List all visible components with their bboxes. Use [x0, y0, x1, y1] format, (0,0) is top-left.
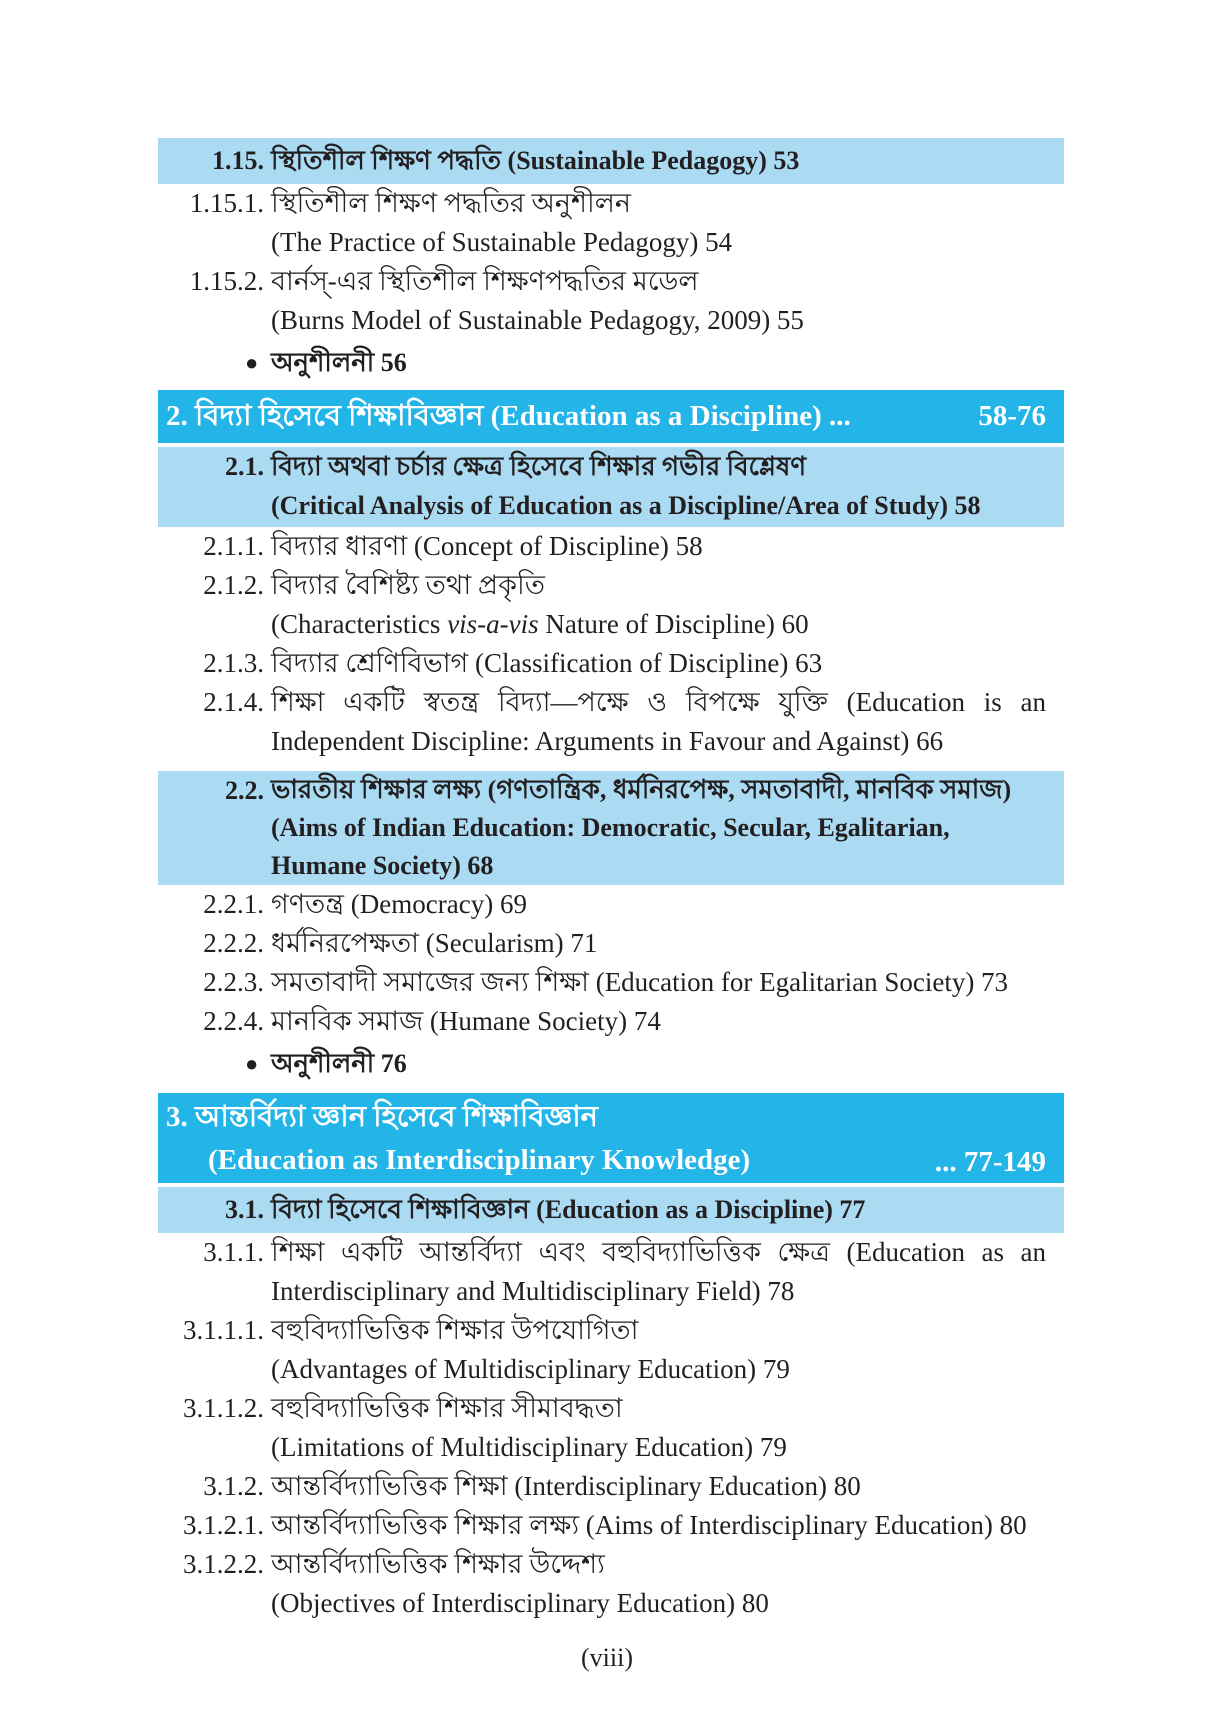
entry-title-bengali: বার্নস্-এর স্থিতিশীল শিক্ষণপদ্ধতির মডেল — [271, 266, 699, 296]
chapter-page-range: ... 77-149 — [934, 1146, 1046, 1178]
toc-entry-2-2-1[interactable] — [158, 885, 1064, 924]
section-number: 3.1. — [225, 1195, 264, 1224]
entry-title-bengali: স্থিতিশীল শিক্ষণ পদ্ধতির অনুশীলন — [271, 188, 631, 218]
entry-number: 2.2.4. — [203, 1006, 264, 1036]
section-title-english-cont: Humane Society) 68 — [271, 851, 494, 880]
section-title-bengali: ভারতীয় শিক্ষার লক্ষ্য (গণতান্ত্রিক, ধর্মনিরপেক্ষ, সমতাবাদী, মানবিক সমাজ) — [271, 775, 1012, 804]
entry-number: 2.1.1. — [203, 531, 264, 561]
toc-entry-1-15-1[interactable] — [158, 184, 1064, 262]
section-title-english: (Critical Analysis of Education as a Discipline/Area of Study) 58 — [271, 491, 981, 520]
chapter-2-heading[interactable] — [158, 390, 1064, 443]
exercise-entry-2[interactable] — [158, 1041, 1064, 1087]
entry-title: ধর্মনিরপেক্ষতা (Secularism) 71 — [271, 928, 598, 958]
entry-number: 3.1.1.2. — [183, 1393, 264, 1423]
section-2-1[interactable] — [158, 447, 1064, 527]
exercise-title: অনুশীলনী 56 — [271, 348, 407, 377]
page-number: (viii) — [581, 1643, 633, 1672]
toc-entry-1-15-2[interactable] — [158, 262, 1064, 340]
section-number: 2.2. — [225, 776, 264, 805]
entry-title-english — [271, 605, 1046, 644]
entry-number: 2.1.2. — [203, 570, 264, 600]
entry-number: 2.2.1. — [203, 889, 264, 919]
section-3-1[interactable] — [158, 1187, 1064, 1233]
exercise-entry-1[interactable] — [158, 340, 1064, 386]
entry-title: মানবিক সমাজ (Humane Society) 74 — [271, 1006, 661, 1036]
entry-number: 3.1.2.1. — [183, 1510, 264, 1540]
chapter-title-english: (Education as Interdisciplinary Knowledge) — [208, 1144, 751, 1176]
title-part: (Characteristics — [271, 609, 448, 639]
toc-entry-2-2-4[interactable] — [158, 1002, 1064, 1041]
entry-title: বিদ্যার শ্রেণিবিভাগ (Classification of Discipline) 63 — [271, 648, 823, 678]
entry-title-bengali: বহুবিদ্যাভিত্তিক শিক্ষার উপযোগিতা — [271, 1315, 639, 1345]
toc-entry-2-1-1[interactable] — [158, 527, 1064, 566]
toc-entry-3-1-1-1[interactable] — [158, 1311, 1064, 1389]
toc-entry-3-1-2-2[interactable] — [158, 1545, 1064, 1623]
section-title-english: (Aims of Indian Education: Democratic, Secular, Egalitarian, — [271, 813, 950, 842]
toc-entry-2-1-3[interactable] — [158, 644, 1064, 683]
section-number: 2.1. — [225, 452, 264, 481]
entry-number: 3.1.2.2. — [183, 1549, 264, 1579]
toc-entry-3-1-2-1[interactable] — [158, 1506, 1064, 1545]
entry-number: 3.1.2. — [203, 1471, 264, 1501]
bullet-icon: ● — [245, 1051, 259, 1076]
title-part: Nature of Discipline) 60 — [538, 609, 809, 639]
toc-entry-2-1-2[interactable] — [158, 566, 1064, 644]
entry-title-english: (The Practice of Sustainable Pedagogy) 54 — [271, 227, 733, 257]
entry-number: 2.2.2. — [203, 928, 264, 958]
toc-entry-3-1-1[interactable] — [158, 1233, 1064, 1311]
entry-title: বিদ্যার ধারণা (Concept of Discipline) 58 — [271, 531, 703, 561]
entry-title-bengali: বহুবিদ্যাভিত্তিক শিক্ষার সীমাবদ্ধতা — [271, 1393, 623, 1423]
bullet-icon: ● — [245, 350, 259, 375]
chapter-3-heading[interactable] — [158, 1093, 1064, 1183]
entry-title-english: (Burns Model of Sustainable Pedagogy, 2009) 55 — [271, 305, 804, 335]
entry-title: গণতন্ত্র (Democracy) 69 — [271, 889, 527, 919]
entry-number: 3.1.1. — [203, 1237, 264, 1267]
entry-title-english: (Advantages of Multidisciplinary Education) 79 — [271, 1354, 790, 1384]
section-title: স্থিতিশীল শিক্ষণ পদ্ধতি (Sustainable Pedagogy) 53 — [271, 146, 800, 175]
chapter-title-bengali: 3. আন্তর্বিদ্যা জ্ঞান হিসেবে শিক্ষাবিজ্ঞান — [166, 1101, 598, 1133]
toc-entry-2-2-3[interactable] — [158, 963, 1064, 1002]
section-title: বিদ্যা হিসেবে শিক্ষাবিজ্ঞান (Education as a Discipline) 77 — [271, 1195, 866, 1224]
entry-title: আন্তর্বিদ্যাভিত্তিক শিক্ষা (Interdisciplinary Education) 80 — [271, 1471, 861, 1501]
entry-number: 2.1.3. — [203, 648, 264, 678]
entry-number: 1.15.1. — [189, 188, 264, 218]
exercise-title: অনুশীলনী 76 — [271, 1049, 407, 1078]
entry-title: শিক্ষা একটি স্বতন্ত্র বিদ্যা—পক্ষে ও বিপক্ষে যুক্তি (Education is an Independent Discipline: Arguments in Favour and Against) 66 — [271, 687, 1046, 756]
toc-entry-2-2-2[interactable] — [158, 924, 1064, 963]
entry-title: আন্তর্বিদ্যাভিত্তিক শিক্ষার লক্ষ্য (Aims of Interdisciplinary Education) 80 — [271, 1510, 1027, 1540]
toc-entry-2-1-4[interactable] — [158, 683, 1064, 761]
chapter-title: 2. বিদ্যা হিসেবে শিক্ষাবিজ্ঞান (Education as a Discipline) ... — [166, 400, 851, 432]
entry-title-english: (Objectives of Interdisciplinary Education) 80 — [271, 1588, 769, 1618]
entry-number: 2.2.3. — [203, 967, 264, 997]
entry-number: 3.1.1.1. — [183, 1315, 264, 1345]
section-1-15[interactable] — [158, 138, 1064, 184]
section-2-2[interactable] — [158, 771, 1064, 885]
section-title-bengali: বিদ্যা অথবা চর্চার ক্ষেত্র হিসেবে শিক্ষার গভীর বিশ্লেষণ — [271, 452, 807, 481]
entry-number: 2.1.4. — [203, 687, 264, 717]
chapter-page-range: 58-76 — [978, 400, 1046, 432]
title-italic-part: vis-a-vis — [447, 609, 539, 639]
entry-title: সমতাবাদী সমাজের জন্য শিক্ষা (Education for Egalitarian Society) 73 — [271, 967, 1009, 997]
entry-title: শিক্ষা একটি আন্তর্বিদ্যা এবং বহুবিদ্যাভিত্তিক ক্ষেত্র (Education as an Interdisciplinary and Multidisciplinary Field) 78 — [271, 1237, 1046, 1306]
toc-entry-3-1-2[interactable] — [158, 1467, 1064, 1506]
entry-number: 1.15.2. — [189, 266, 264, 296]
section-number: 1.15. — [212, 146, 264, 175]
table-of-contents — [158, 138, 1064, 1623]
entry-title-english: (Limitations of Multidisciplinary Education) 79 — [271, 1432, 787, 1462]
entry-title-bengali: আন্তর্বিদ্যাভিত্তিক শিক্ষার উদ্দেশ্য — [271, 1549, 605, 1579]
toc-entry-3-1-1-2[interactable] — [158, 1389, 1064, 1467]
entry-title-bengali: বিদ্যার বৈশিষ্ট্য তথা প্রকৃতি — [271, 570, 545, 600]
